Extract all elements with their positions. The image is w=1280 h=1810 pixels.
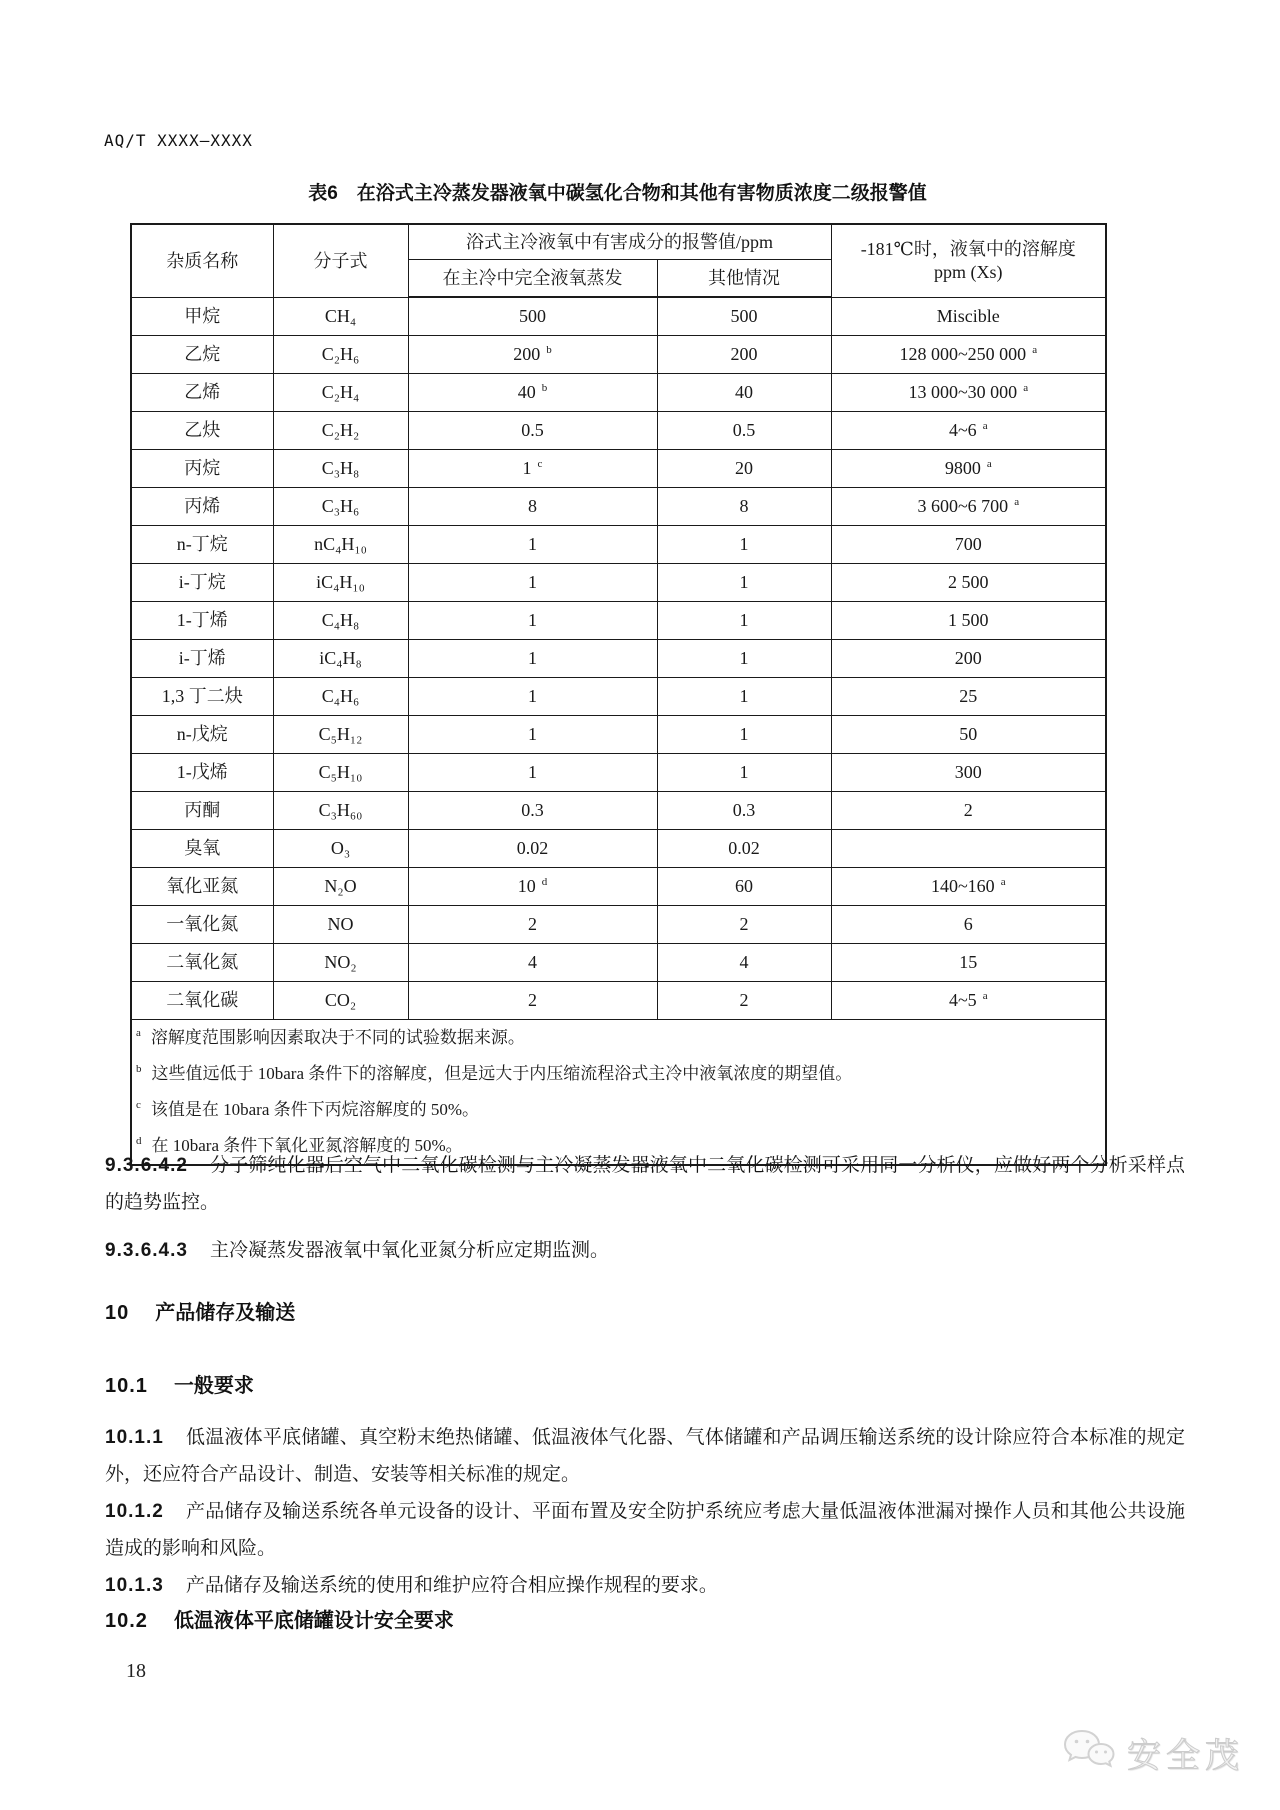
cell-formula: iC₄H₈ (273, 640, 408, 678)
cell-solubility: 140~160 $^a$ (831, 868, 1106, 906)
cell-impurity-name: i-丁烷 (131, 564, 273, 602)
table-row (131, 944, 1106, 982)
table-row (131, 297, 1106, 336)
cell-alarm-other: 1 (657, 564, 831, 602)
cell-alarm-full-evap: 1 (408, 754, 657, 792)
table-row (131, 412, 1106, 450)
cell-solubility: 1 500 (831, 602, 1106, 640)
cell-alarm-other: 500 (657, 297, 831, 336)
clause-text: 低温液体平底储罐、真空粉末绝热储罐、低温液体气化器、气体储罐和产品调压输送系统的设计除应符合本标准的规定外，还应符合产品设计、制造、安装等相关标准的规定。 (105, 1427, 1185, 1485)
table-row (131, 716, 1106, 754)
col-header-alarm-group: 浴式主冷液氧中有害成分的报警值/ppm (408, 224, 831, 260)
watermark (1061, 1728, 1244, 1777)
cell-alarm-other: 20 (657, 450, 831, 488)
cell-formula: NO (273, 906, 408, 944)
table-row (131, 982, 1106, 1020)
clause-number: 10.1.1 (105, 1427, 164, 1448)
page-number: 18 (126, 1660, 146, 1682)
cell-impurity-name: 氧化亚氮 (131, 868, 273, 906)
cell-formula: iC₄H₁₀ (273, 564, 408, 602)
cell-solubility: 25 (831, 678, 1106, 716)
cell-alarm-full-evap: 8 (408, 488, 657, 526)
cell-alarm-other: 200 (657, 336, 831, 374)
cell-alarm-other: 4 (657, 944, 831, 982)
cell-alarm-other: 2 (657, 982, 831, 1020)
cell-alarm-other: 40 (657, 374, 831, 412)
cell-formula: C₅H₁₂ (273, 716, 408, 754)
cell-impurity-name: n-戊烷 (131, 716, 273, 754)
table-header (131, 224, 1106, 297)
cell-solubility: 128 000~250 000 $^a$ (831, 336, 1106, 374)
heading-text: 低温液体平底储罐设计安全要求 (173, 1610, 454, 1632)
cell-impurity-name: 二氧化碳 (131, 982, 273, 1020)
cell-solubility: 200 (831, 640, 1106, 678)
cell-impurity-name: 乙烷 (131, 336, 273, 374)
clause-text: 主冷凝蒸发器液氧中氧化亚氮分析应定期监测。 (209, 1240, 609, 1261)
cell-alarm-full-evap: 500 (408, 297, 657, 336)
heading-number: 10 (105, 1302, 130, 1324)
doc-code: AQ/T XXXX—XXXX (104, 131, 253, 150)
cell-alarm-other: 1 (657, 640, 831, 678)
cell-solubility: 2 500 (831, 564, 1106, 602)
cell-impurity-name: 乙烯 (131, 374, 273, 412)
table-row (131, 640, 1106, 678)
cell-formula: C₂H₆ (273, 336, 408, 374)
table-body (131, 297, 1106, 1020)
cell-formula: O₃ (273, 830, 408, 868)
heading-number: 10.1 (105, 1375, 148, 1397)
clause-number: 10.1.2 (105, 1501, 164, 1522)
table-caption: 表6 在浴式主冷蒸发器液氧中碳氢化合物和其他有害物质浓度二级报警值 (308, 183, 927, 204)
cell-alarm-other: 0.5 (657, 412, 831, 450)
heading-number: 10.2 (105, 1610, 148, 1632)
cell-alarm-other: 1 (657, 678, 831, 716)
col-header-solubility-line2: ppm (Xs) (934, 261, 1003, 282)
cell-alarm-full-evap: 1 (408, 602, 657, 640)
cell-formula: C₃H₆₀ (273, 792, 408, 830)
cell-impurity-name: 1,3 丁二炔 (131, 678, 273, 716)
cell-impurity-name: 臭氧 (131, 830, 273, 868)
table-footnotes (131, 1020, 1106, 1166)
cell-alarm-other: 1 (657, 602, 831, 640)
clause-10-1-2 (105, 1493, 1185, 1567)
cell-impurity-name: 乙炔 (131, 412, 273, 450)
footnote: $^a$ 溶解度范围影响因素取决于不同的试验数据来源。 (136, 1027, 525, 1047)
footnote: $^c$ 该值是在 10bara 条件下丙烷溶解度的 50%。 (136, 1099, 480, 1119)
cell-solubility: Miscible (831, 297, 1106, 336)
cell-solubility: 4~6 $^a$ (831, 412, 1106, 450)
cell-alarm-full-evap: 1 (408, 526, 657, 564)
cell-alarm-other: 0.02 (657, 830, 831, 868)
cell-solubility: 300 (831, 754, 1106, 792)
table-row (131, 830, 1106, 868)
clause-10-1-1 (105, 1419, 1185, 1493)
col-header-solubility (831, 224, 1106, 297)
cell-alarm-other: 2 (657, 906, 831, 944)
cell-alarm-full-evap: 0.02 (408, 830, 657, 868)
table-row (131, 488, 1106, 526)
cell-solubility: 3 600~6 700 $^a$ (831, 488, 1106, 526)
cell-impurity-name: 丙烷 (131, 450, 273, 488)
cell-formula: N₂O (273, 868, 408, 906)
cell-solubility: 2 (831, 792, 1106, 830)
cell-formula: nC₄H₁₀ (273, 526, 408, 564)
cell-alarm-full-evap: 2 (408, 982, 657, 1020)
heading-10 (105, 1296, 1185, 1325)
cell-solubility: 6 (831, 906, 1106, 944)
cell-formula: C₃H₆ (273, 488, 408, 526)
table-row (131, 564, 1106, 602)
cell-formula: C₂H₂ (273, 412, 408, 450)
cell-formula: C₃H₈ (273, 450, 408, 488)
table-row (131, 602, 1106, 640)
table-row (131, 792, 1106, 830)
cell-solubility: 15 (831, 944, 1106, 982)
cell-alarm-full-evap: 0.3 (408, 792, 657, 830)
cell-alarm-full-evap: 2 (408, 906, 657, 944)
cell-formula: CO₂ (273, 982, 408, 1020)
cell-alarm-full-evap: 40 $^b$ (408, 374, 657, 412)
cell-alarm-full-evap: 1 $^c$ (408, 450, 657, 488)
cell-formula: C₄H₈ (273, 602, 408, 640)
clause-number: 9.3.6.4.2 (105, 1155, 188, 1176)
clause-9-3-6-4-3 (105, 1232, 1185, 1269)
wechat-bubbles-icon (1061, 1728, 1117, 1777)
col-header-alarm-full-evap: 在主冷中完全液氧蒸发 (408, 260, 657, 298)
table-row (131, 374, 1106, 412)
cell-alarm-full-evap: 1 (408, 678, 657, 716)
heading-text: 一般要求 (173, 1375, 254, 1397)
cell-impurity-name: 丙酮 (131, 792, 273, 830)
cell-alarm-full-evap: 10 $^d$ (408, 868, 657, 906)
cell-alarm-full-evap: 0.5 (408, 412, 657, 450)
cell-alarm-other: 1 (657, 716, 831, 754)
col-header-solubility-line1: -181℃时，液氧中的溶解度 (860, 239, 1076, 260)
footnotes-cell (131, 1020, 1106, 1166)
clause-text: 产品储存及输送系统的使用和维护应符合相应操作规程的要求。 (185, 1575, 718, 1596)
cell-impurity-name: n-丁烷 (131, 526, 273, 564)
cell-solubility: 50 (831, 716, 1106, 754)
col-header-formula: 分子式 (273, 224, 408, 297)
col-header-impurity: 杂质名称 (131, 224, 273, 297)
cell-formula: C₅H₁₀ (273, 754, 408, 792)
cell-solubility: 4~5 $^a$ (831, 982, 1106, 1020)
cell-impurity-name: 1-丁烯 (131, 602, 273, 640)
cell-alarm-other: 8 (657, 488, 831, 526)
clause-9-3-6-4-2 (105, 1147, 1185, 1221)
cell-alarm-other: 1 (657, 754, 831, 792)
cell-alarm-other: 60 (657, 868, 831, 906)
cell-alarm-other: 0.3 (657, 792, 831, 830)
cell-alarm-full-evap: 1 (408, 716, 657, 754)
table-row (131, 336, 1106, 374)
cell-solubility: 13 000~30 000 $^a$ (831, 374, 1106, 412)
watermark-text: 安全茂 (1127, 1737, 1244, 1775)
cell-solubility: 9800 $^a$ (831, 450, 1106, 488)
cell-formula: CH₄ (273, 297, 408, 336)
cell-solubility: 700 (831, 526, 1106, 564)
col-header-alarm-other: 其他情况 (657, 260, 831, 298)
cell-impurity-name: 1-戊烯 (131, 754, 273, 792)
cell-alarm-full-evap: 1 (408, 640, 657, 678)
cell-formula: C₂H₄ (273, 374, 408, 412)
table-row (131, 754, 1106, 792)
footnote: $^b$ 这些值远低于 10bara 条件下的溶解度，但是远大于内压缩流程浴式主冷中液氧浓度的期望值。 (136, 1063, 853, 1083)
cell-solubility (831, 830, 1106, 868)
cell-impurity-name: 甲烷 (131, 297, 273, 336)
cell-alarm-other: 1 (657, 526, 831, 564)
footnotes-row (131, 1020, 1106, 1166)
clause-number: 9.3.6.4.3 (105, 1240, 188, 1261)
cell-formula: C₄H₆ (273, 678, 408, 716)
clause-number: 10.1.3 (105, 1575, 164, 1596)
cell-impurity-name: 丙烯 (131, 488, 273, 526)
table-row (131, 906, 1106, 944)
cell-impurity-name: i-丁烯 (131, 640, 273, 678)
cell-impurity-name: 一氧化氮 (131, 906, 273, 944)
cell-alarm-full-evap: 4 (408, 944, 657, 982)
clause-text: 分子筛纯化器后空气中二氧化碳检测与主冷凝蒸发器液氧中二氧化碳检测可采用同一分析仪，应做好两个分析采样点的趋势监控。 (105, 1155, 1185, 1213)
alarm-values-table (130, 223, 1107, 1166)
cell-alarm-full-evap: 200 $^b$ (408, 336, 657, 374)
cell-alarm-full-evap: 1 (408, 564, 657, 602)
cell-impurity-name: 二氧化氮 (131, 944, 273, 982)
table-row (131, 526, 1106, 564)
table-row (131, 450, 1106, 488)
heading-10-2 (105, 1604, 1185, 1633)
heading-10-1 (105, 1369, 1185, 1398)
heading-text: 产品储存及输送 (155, 1302, 296, 1324)
footnote: $^d$ 在 10bara 条件下氧化亚氮溶解度的 50%。 (136, 1135, 463, 1155)
cell-formula: NO₂ (273, 944, 408, 982)
header-row-1 (131, 224, 1106, 260)
clause-10-1-3 (105, 1567, 1185, 1604)
table-row (131, 678, 1106, 716)
clause-text: 产品储存及输送系统各单元设备的设计、平面布置及安全防护系统应考虑大量低温液体泄漏对操作人员和其他公共设施造成的影响和风险。 (105, 1501, 1185, 1559)
table-row (131, 868, 1106, 906)
